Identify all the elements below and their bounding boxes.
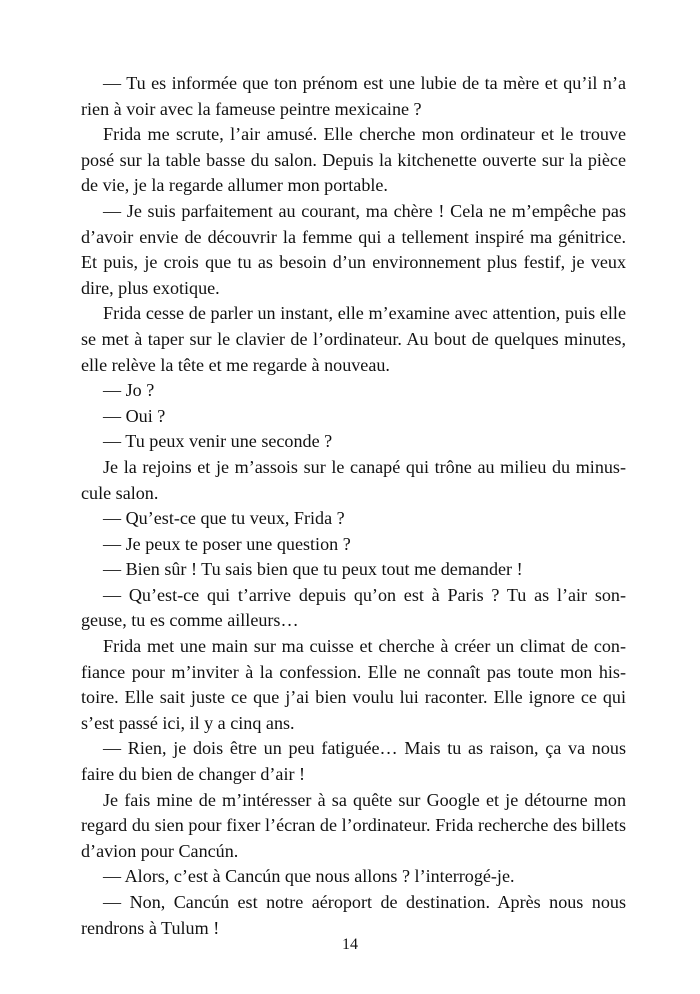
text-line: rendrons à Tulum ! xyxy=(81,917,220,938)
text-line: — Alors, c’est à Cancún que nous allons ? l’interrogé-je. xyxy=(103,866,515,887)
text-line: — Oui ? xyxy=(103,405,166,426)
text-line: cule salon. xyxy=(81,482,159,503)
text-line: — Tu peux venir une seconde ? xyxy=(103,431,333,452)
text-line: Frida met une main sur ma cuisse et cherche à créer un climat de con- xyxy=(103,636,626,657)
page-number: 14 xyxy=(342,936,358,953)
text-line: dire, plus exotique. xyxy=(81,277,220,298)
text-line: — Non, Cancún est notre aéroport de destination. Après nous nous xyxy=(103,892,626,912)
text-line: posé sur la table basse du salon. Depuis la kitchenette ouverte sur la pièce xyxy=(81,149,626,170)
text-line: — Rien, je dois être un peu fatiguée… Mais tu as raison, ça va nous xyxy=(103,738,626,759)
text-line: — Qu’est-ce qui t’arrive depuis qu’on est à Paris ? Tu as l’air son- xyxy=(103,584,626,605)
text-line: elle relève la tête et me regarde à nouveau. xyxy=(81,354,390,375)
page-body xyxy=(81,71,626,941)
text-line: — Qu’est-ce que tu veux, Frida ? xyxy=(103,508,345,529)
text-line: — Bien sûr ! Tu sais bien que tu peux tout me demander ! xyxy=(103,559,523,580)
text-line: regard du sien pour fixer l’écran de l’ordinateur. Frida recherche des billets xyxy=(81,815,626,836)
text-line: toire. Elle sait juste ce que j’ai bien voulu lui raconter. Elle ignore ce qui xyxy=(81,687,626,708)
text-line: geuse, tu es comme ailleurs… xyxy=(81,610,299,631)
text-line: se met à taper sur le clavier de l’ordinateur. Au bout de quelques minutes, xyxy=(81,328,626,349)
text-line: Je la rejoins et je m’assois sur le canapé qui trône au milieu du minus- xyxy=(103,456,626,477)
text-line: — Jo ? xyxy=(103,380,155,401)
text-line: d’avoir envie de découvrir la femme qui a tellement inspiré ma génitrice. xyxy=(81,226,626,247)
text-line: Et puis, je crois que tu as besoin d’un environnement plus festif, je veux xyxy=(81,252,626,273)
text-line: — Tu es informée que ton prénom est une lubie de ta mère et qu’il n’a xyxy=(103,73,626,93)
text-line: fiance pour m’inviter à la confession. Elle ne connaît pas toute mon his- xyxy=(81,661,626,682)
text-line: s’est passé ici, il y a cinq ans. xyxy=(81,712,295,733)
text-line: Je fais mine de m’intéresser à sa quête sur Google et je détourne mon xyxy=(103,789,626,810)
text-line: faire du bien de changer d’air ! xyxy=(81,764,306,785)
text-line: d’avion pour Cancún. xyxy=(81,840,239,861)
text-line: Frida cesse de parler un instant, elle m’examine avec attention, puis elle xyxy=(103,303,626,324)
text-line: — Je suis parfaitement au courant, ma chère ! Cela ne m’empêche pas xyxy=(103,200,626,221)
text-line: rien à voir avec la fameuse peintre mexicaine ? xyxy=(81,98,422,119)
text-line: Frida me scrute, l’air amusé. Elle cherche mon ordinateur et le trouve xyxy=(103,124,626,145)
text-line: de vie, je la regarde allumer mon portable. xyxy=(81,175,388,196)
text-line: — Je peux te poser une question ? xyxy=(103,533,351,554)
